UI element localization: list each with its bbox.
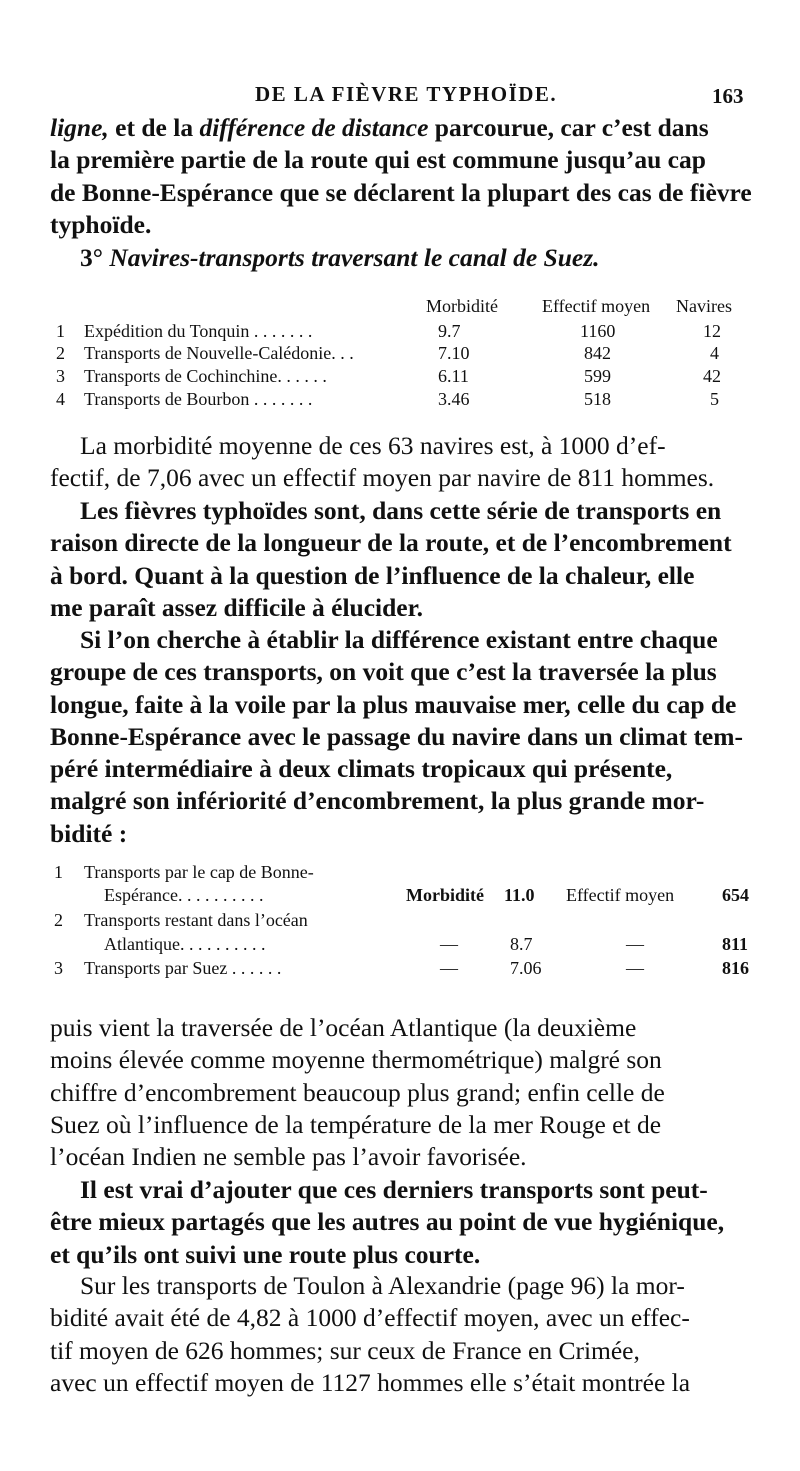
text-italic: différence de distance xyxy=(199,113,429,142)
running-title: DE LA FIÈVRE TYPHOÏDE. xyxy=(255,82,558,106)
row-label: Transports restant dans l’océan xyxy=(84,910,308,930)
text-italic: ligne, xyxy=(50,113,109,142)
cell-navires: 12 xyxy=(703,321,721,341)
page-number: 163 xyxy=(712,84,744,108)
text-line: bidité : xyxy=(50,818,128,848)
intro-paragraph xyxy=(50,112,752,241)
cell-effectif: 518 xyxy=(584,389,611,409)
text-span: parcourue, car c’est dans xyxy=(428,113,709,142)
text-line: malgré son infériorité d’encombrement, la plus grande mor- xyxy=(50,786,705,816)
table-row xyxy=(40,366,760,388)
text-line: chiffre d’encombrement beaucoup plus grand; enfin celle de xyxy=(50,1077,665,1107)
text-line: me paraît assez difficile à élucider. xyxy=(50,592,423,622)
col-header-navires: Navires xyxy=(676,296,732,316)
text-line: typhoïde. xyxy=(50,209,152,239)
paragraph-fievres-typhoides xyxy=(50,495,744,624)
cell-navires: 4 xyxy=(710,343,719,363)
text-line: Suez où l’influence de la température de la mer Rouge et de xyxy=(50,1109,662,1139)
row-number: 2 xyxy=(54,910,63,930)
table-row xyxy=(46,885,760,907)
paragraph-morbidite-moyenne xyxy=(50,430,744,495)
morbidite-dash: — xyxy=(440,958,458,978)
text-line: l’océan Indien ne semble pas l’avoir favorisée. xyxy=(50,1142,527,1172)
col-header-morbidite: Morbidité xyxy=(426,296,498,316)
row-number: 3 xyxy=(54,958,63,978)
paragraph-traversee-atlantique xyxy=(50,1012,744,1173)
text-line: avec un effectif moyen de 1127 hommes elle s’était montrée la xyxy=(50,1367,691,1397)
table-row xyxy=(40,343,760,365)
cell-morbidite: 9.7 xyxy=(438,321,461,341)
morbidite-dash: — xyxy=(440,934,458,954)
section-title: Navires-transports traversant le canal de Suez. xyxy=(109,243,600,272)
cell-morbidite: 7.06 xyxy=(510,958,542,978)
table-row xyxy=(40,321,760,343)
cell-effectif: 599 xyxy=(584,366,611,386)
cell-navires: 42 xyxy=(703,366,721,386)
table-row xyxy=(40,389,760,411)
text-line: La morbidité moyenne de ces 63 navires est, à 1000 d’ef- xyxy=(80,431,666,460)
text-line: longue, faite à la voile par la plus mauvaise mer, celle du cap de xyxy=(50,689,737,719)
table-row xyxy=(46,958,760,980)
text-line: groupe de ces transports, on voit que c’est la traversée la plus xyxy=(50,657,717,687)
row-label: Expédition du Tonquin . . . . . . . xyxy=(84,321,313,341)
text-line: la première partie de la route qui est commune jusqu’au cap xyxy=(50,145,706,175)
effectif-label: Effectif moyen xyxy=(566,885,675,905)
effectif-dash: — xyxy=(626,934,644,954)
text-line: être mieux partagés que les autres au point de vue hygiénique, xyxy=(50,1207,725,1237)
cell-navires: 5 xyxy=(710,389,719,409)
text-line: Si l’on cherche à établir la différence existant entre chaque xyxy=(80,625,718,654)
section-heading xyxy=(50,242,744,274)
row-number: 1 xyxy=(54,862,63,882)
morbidite-label: Morbidité xyxy=(406,885,484,905)
cell-morbidite: 7.10 xyxy=(438,343,470,363)
cell-effectif: 816 xyxy=(722,958,749,978)
col-header-effectif: Effectif moyen xyxy=(542,296,651,316)
row-label: Transports par le cap de Bonne- xyxy=(84,862,314,882)
cell-morbidite: 3.46 xyxy=(438,389,470,409)
text-line: de Bonne-Espérance que se déclarent la plupart des cas de fièvre xyxy=(50,177,752,207)
table-row xyxy=(46,934,760,956)
text-span: et de la xyxy=(108,113,200,142)
text-line: Les fièvres typhoïdes sont, dans cette série de transports en xyxy=(80,496,722,525)
text-line: moins élevée comme moyenne thermométrique) malgré son xyxy=(50,1045,662,1075)
row-label: Transports par Suez . . . . . . xyxy=(84,958,282,978)
text-line: fectif, de 7,06 avec un effectif moyen par navire de 811 hommes. xyxy=(50,463,715,493)
section-number: 3° xyxy=(80,243,103,272)
text-line: Sur les transports de Toulon à Alexandrie (page 96) la mor- xyxy=(80,1271,685,1300)
text-line: tif moyen de 626 hommes; sur ceux de France en Crimée, xyxy=(50,1335,640,1365)
row-number: 4 xyxy=(56,389,65,409)
row-label: Atlantique. . . . . . . . . . xyxy=(104,934,266,954)
cell-effectif: 654 xyxy=(722,885,749,905)
cell-morbidite: 8.7 xyxy=(510,934,533,954)
table-row xyxy=(46,910,760,932)
table-header-row xyxy=(40,296,760,318)
cell-morbidite: 11.0 xyxy=(504,885,535,905)
text-line: Bonne-Espérance avec le passage du navire dans un climat tem- xyxy=(50,721,743,751)
text-line: à bord. Quant à la question de l’influence de la chaleur, elle xyxy=(50,560,695,590)
text-line: péré intermédiaire à deux climats tropicaux qui présente, xyxy=(50,754,673,784)
table-row xyxy=(46,862,760,884)
running-head xyxy=(0,82,800,112)
row-number: 1 xyxy=(56,321,65,341)
cell-morbidite: 6.11 xyxy=(438,366,469,386)
row-number: 3 xyxy=(56,366,65,386)
row-label: Transports de Cochinchine. . . . . . xyxy=(84,366,327,386)
row-label: Transports de Bourbon . . . . . . . xyxy=(84,389,313,409)
text-line: raison directe de la longueur de la route, et de l’encombrement xyxy=(50,528,732,558)
paragraph-hygiene xyxy=(50,1174,744,1271)
text-line xyxy=(50,112,744,144)
row-label: Espérance. . . . . . . . . . xyxy=(104,885,264,905)
text-line: et qu’ils ont suivi une route plus courte. xyxy=(50,1239,481,1269)
text-line: bidité avait été de 4,82 à 1000 d’effectif moyen, avec un effec- xyxy=(50,1303,690,1333)
cell-effectif: 1160 xyxy=(580,321,616,341)
cell-effectif: 842 xyxy=(584,343,611,363)
text-line: Il est vrai d’ajouter que ces derniers transports sont peut- xyxy=(80,1175,708,1204)
row-label: Transports de Nouvelle-Calédonie. . . xyxy=(84,343,354,363)
paragraph-toulon-alexandrie xyxy=(50,1270,744,1399)
cell-effectif: 811 xyxy=(722,934,749,954)
text-line: puis vient la traversée de l’océan Atlantique (la deuxième xyxy=(50,1013,637,1042)
paragraph-difference-groupes xyxy=(50,624,744,850)
row-number: 2 xyxy=(56,343,65,363)
effectif-dash: — xyxy=(626,958,644,978)
